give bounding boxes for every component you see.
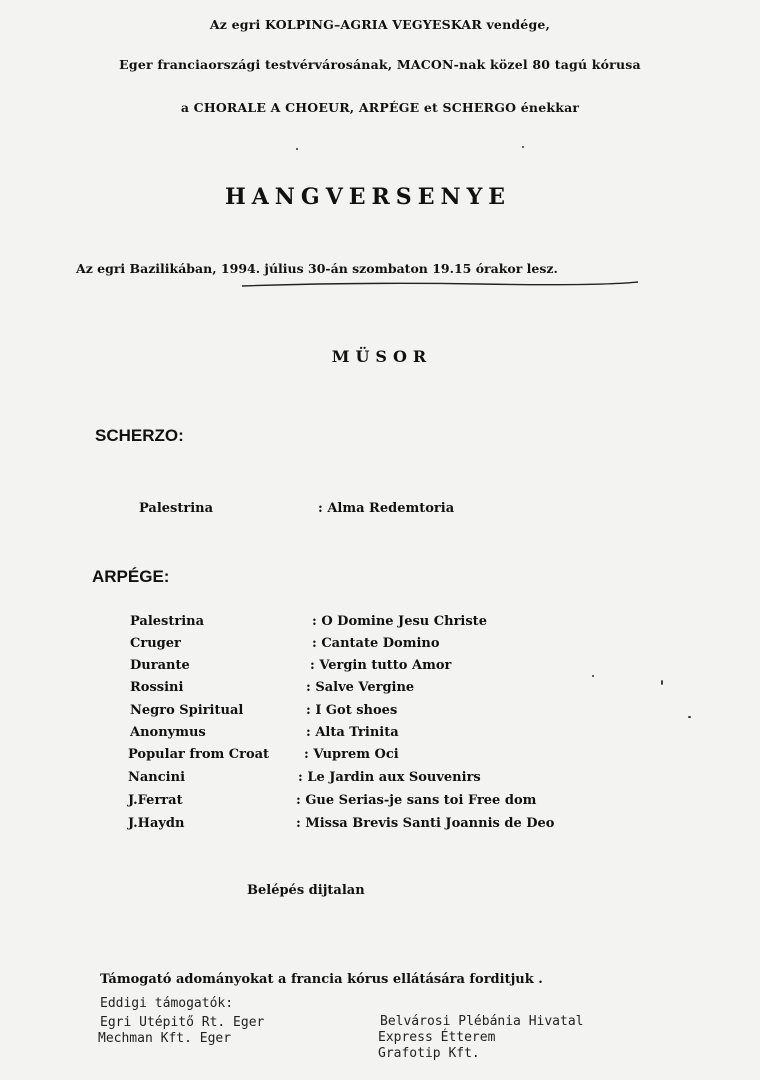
- composer-name: Durante: [130, 658, 190, 673]
- scan-speck: [661, 680, 663, 685]
- arpege-heading: ARPÉGE:: [92, 567, 170, 586]
- scan-speck: [522, 146, 524, 148]
- piece-title: : Gue Serias-je sans toi Free dom: [296, 793, 537, 808]
- venue-line: Az egri Bazilikában, 1994. július 30-án szombaton 19.15 órakor lesz.: [76, 261, 558, 276]
- piece-title: : O Domine Jesu Christe: [312, 614, 487, 629]
- piece-title: : Missa Brevis Santi Joannis de Deo: [296, 816, 555, 831]
- header-line-3: a CHORALE A CHOEUR, ARPÉGE et SCHERGO énekkar: [180, 100, 580, 115]
- composer-name: Cruger: [130, 636, 181, 651]
- header-line-2: Eger franciaországi testvérvárosának, MACON-nak közel 80 tagú kórusa: [119, 57, 641, 72]
- piece-title: : Cantate Domino: [312, 636, 440, 651]
- sponsor-left-1: Egri Utépitő Rt. Eger: [100, 1015, 265, 1030]
- sponsor-left-2: Mechman Kft. Eger: [98, 1031, 232, 1046]
- piece-title: : Salve Vergine: [306, 680, 415, 695]
- sponsor-right-1: Belvárosi Plébánia Hivatal: [380, 1014, 584, 1029]
- composer-name: Palestrina: [130, 614, 205, 629]
- program-heading: MÜSOR: [331, 347, 433, 366]
- composer-name: Rossini: [130, 680, 184, 695]
- composer-name: Popular from Croat: [128, 747, 270, 762]
- support-note: Támogató adományokat a francia kórus ellátására forditjuk .: [100, 972, 543, 987]
- scan-speck: [688, 716, 691, 718]
- composer-name: Palestrina: [139, 501, 214, 516]
- piece-title: : Vergin tutto Amor: [310, 658, 452, 673]
- piece-title: : I Got shoes: [306, 703, 398, 718]
- composer-name: J.Ferrat: [128, 793, 183, 808]
- handwritten-underline: [240, 280, 640, 290]
- sponsors-heading: Eddigi támogatók:: [100, 996, 234, 1011]
- admission-note: Belépés dijtalan: [247, 883, 365, 898]
- composer-name: Nancini: [128, 770, 186, 785]
- scan-speck: [592, 675, 594, 677]
- sponsor-right-3: Grafotip Kft.: [378, 1046, 480, 1061]
- concert-title: HANGVERSENYE: [224, 184, 512, 210]
- scan-speck: [296, 148, 298, 150]
- piece-title: : Vuprem Oci: [304, 747, 399, 762]
- composer-name: J.Haydn: [128, 816, 185, 831]
- composer-name: Anonymus: [130, 725, 206, 740]
- piece-title: : Le Jardin aux Souvenirs: [298, 770, 481, 785]
- sponsor-right-2: Express Étterem: [378, 1030, 496, 1045]
- header-line-1: Az egri KOLPING–AGRIA VEGYESKAR vendége,: [209, 17, 551, 32]
- piece-title: : Alta Trinita: [306, 725, 399, 740]
- scherzo-heading: SCHERZO:: [95, 426, 184, 445]
- piece-title: : Alma Redemtoria: [318, 501, 455, 516]
- composer-name: Negro Spiritual: [130, 703, 244, 718]
